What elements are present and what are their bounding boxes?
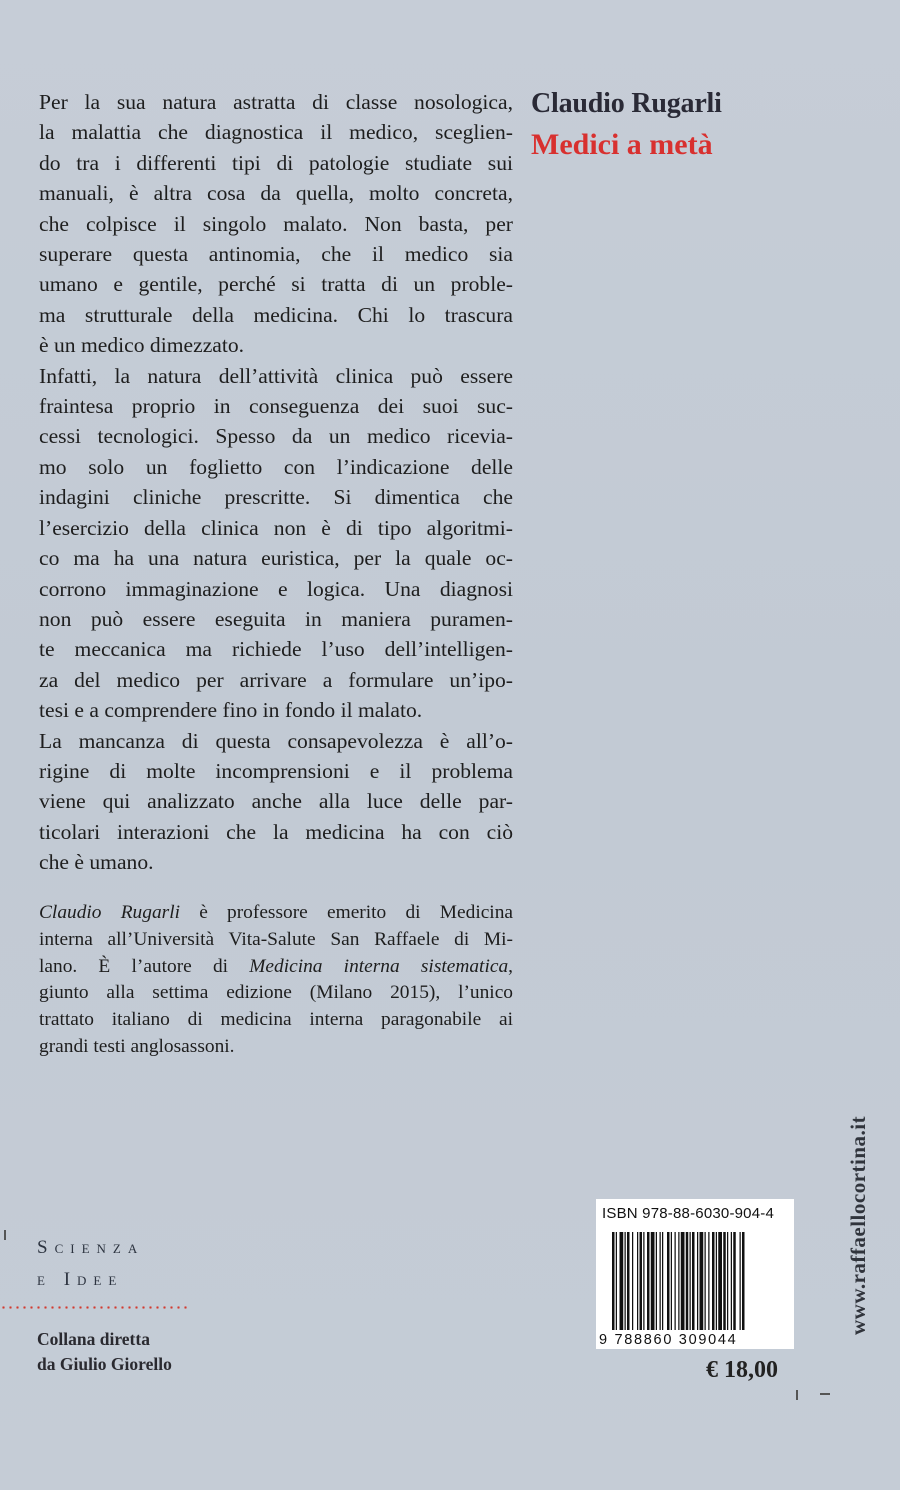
barcode-bar [678, 1232, 679, 1330]
blurb-paragraph-3 [39, 726, 513, 878]
barcode-bar [705, 1232, 706, 1330]
barcode-bar [690, 1232, 691, 1330]
blurb-line: te meccanica ma richiede l’uso dell’intelligen- [39, 637, 513, 662]
barcode-bar [637, 1232, 638, 1330]
bio-line: interna all’Università Vita-Salute San Raffaele di Mi- [39, 928, 513, 950]
dotted-divider [0, 1306, 190, 1309]
barcode-bar [671, 1232, 672, 1330]
price: € 18,00 [706, 1357, 778, 1383]
barcode-bar [647, 1232, 650, 1330]
barcode-bar [740, 1232, 741, 1330]
barcode-bar [712, 1232, 715, 1330]
blurb-line: Per la sua natura astratta di classe nosologica, [39, 90, 513, 114]
barcode-bar [700, 1232, 704, 1330]
barcode-bar [692, 1232, 695, 1330]
barcode-bar [681, 1232, 685, 1330]
blurb-line: cessi tecnologici. Spesso da un medico ricevia- [39, 424, 513, 449]
series-editor: Collana diretta da Giulio Giorello [37, 1329, 172, 1374]
bio-line: trattato italiano di medicina interna paragonabile ai [39, 1009, 513, 1031]
barcode-bar [697, 1232, 698, 1330]
barcode-bar [718, 1232, 722, 1330]
series-line-1: Scienza [37, 1237, 145, 1258]
blurb-line: fraintesa proprio in conseguenza dei suoi suc- [39, 394, 513, 419]
bio-line: Claudio Rugarli è professore emerito di Medicina [39, 902, 513, 923]
bio-line: lano. È l’autore di Medicina interna sistematica, [39, 955, 513, 977]
blurb-paragraph-2 [39, 361, 513, 726]
barcode-bar [625, 1232, 626, 1330]
blurb-line: co ma ha una natura euristica, per la quale oc- [39, 546, 513, 571]
series-line-2: e Idee [37, 1269, 124, 1290]
blurb-line: viene qui analizzato anche alla luce delle par- [39, 789, 513, 814]
ean-digits: 9 788860 309044 [599, 1332, 738, 1348]
blurb-line: ma strutturale della medicina. Chi lo trascura [39, 302, 513, 327]
blurb-line: indagini cliniche prescritte. Si dimentica che [39, 485, 513, 510]
blurb-paragraph-1 [39, 87, 513, 361]
blurb-line: do tra i differenti tipi di patologie studiate sui [39, 150, 513, 175]
barcode-bar [662, 1232, 663, 1330]
barcode-bar [612, 1232, 615, 1330]
bio-line: grandi testi anglosassoni. [39, 1035, 235, 1057]
blurb-line: l’esercizio della clinica non è di tipo algoritmi- [39, 515, 513, 540]
speck [796, 1390, 798, 1400]
barcode-bar [742, 1232, 745, 1330]
barcode-bar [733, 1232, 736, 1330]
blurb-line: che colpisce il singolo malato. Non basta, per [39, 211, 513, 236]
barcode-bar [656, 1232, 657, 1330]
speck [820, 1393, 830, 1395]
barcode-bar [731, 1232, 732, 1330]
blurb-line: za del medico per arrivare a formulare un’ipo- [39, 667, 513, 692]
speck [4, 1230, 6, 1240]
blurb-line: è un medico dimezzato. [39, 333, 245, 358]
bio-book-title: Medicina interna sistematica [249, 955, 509, 977]
barcode-icon [612, 1232, 790, 1330]
barcode-bar [660, 1232, 661, 1330]
blurb-line: La mancanza di questa consapevolezza è all’o- [39, 728, 513, 753]
blurb-line: superare questa antinomia, che il medico sia [39, 242, 513, 267]
blurb-line: corrono immaginazione e logica. Una diagnosi [39, 576, 513, 601]
barcode-bar [708, 1232, 709, 1330]
barcode-bar [723, 1232, 726, 1330]
bio-line: giunto alla settima edizione (Milano 2015), l’unico [39, 982, 513, 1004]
barcode-bar [667, 1232, 670, 1330]
barcode-bar [727, 1232, 728, 1330]
author-bio [39, 900, 513, 1061]
barcode-bar [675, 1232, 676, 1330]
blurb-line: rigine di molte incomprensioni e il problema [39, 758, 513, 783]
blurb-line: manuali, è altra cosa da quella, molto concreta, [39, 181, 513, 206]
blurb-line: tesi e a comprendere fino in fondo il malato. [39, 698, 423, 723]
series-name [37, 1232, 197, 1296]
blurb-line: non può essere eseguita in maniera puramen- [39, 606, 513, 631]
barcode-bar [640, 1232, 643, 1330]
blurb-line: la malattia che diagnostica il medico, sceglien- [39, 120, 513, 145]
blurb-text [39, 87, 513, 878]
bio-author-name: Claudio Rugarli [39, 902, 180, 923]
publisher-website: www.raffaellocortina.it [846, 1115, 870, 1335]
book-author: Claudio Rugarli [531, 88, 722, 119]
barcode-bar [632, 1232, 633, 1330]
barcode-bar [643, 1232, 644, 1330]
blurb-line: che è umano. [39, 850, 154, 875]
isbn-text: ISBN 978-88-6030-904-4 [602, 1205, 775, 1222]
barcode-bar [620, 1232, 624, 1330]
barcode-bar [627, 1232, 630, 1330]
blurb-line: ticolari interazioni che la medicina ha con ciò [39, 819, 513, 844]
book-title: Medici a metà [531, 128, 713, 161]
blurb-line: mo solo un foglietto con l’indicazione delle [39, 454, 513, 479]
barcode-bar [651, 1232, 655, 1330]
blurb-line: Infatti, la natura dell’attività clinica può essere [39, 363, 513, 388]
barcode-bar [616, 1232, 617, 1330]
barcode-bar [716, 1232, 717, 1330]
barcode-bar [686, 1232, 689, 1330]
blurb-line: umano e gentile, perché si tratta di un proble- [39, 272, 513, 297]
